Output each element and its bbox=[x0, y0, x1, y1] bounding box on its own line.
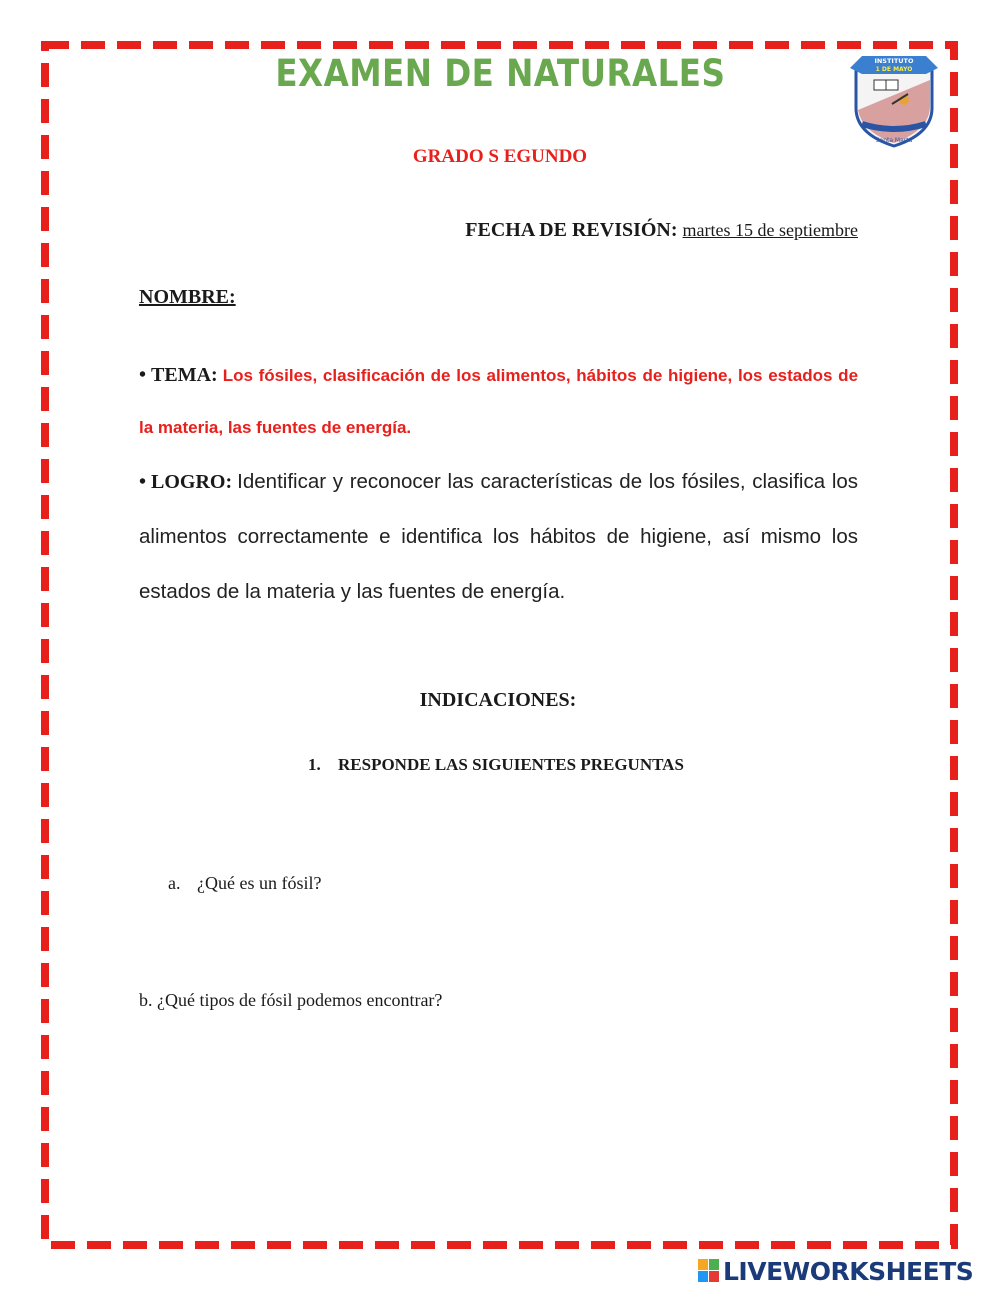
topic-paragraph bbox=[139, 350, 858, 454]
name-label: NOMBRE: bbox=[139, 286, 236, 308]
review-date bbox=[465, 219, 858, 242]
instructions-heading: INDICACIONES: bbox=[419, 689, 577, 711]
question-b bbox=[139, 990, 442, 1011]
crest-text-top2: 1 DE MAYO bbox=[875, 66, 913, 73]
question-letter: b. bbox=[139, 990, 153, 1010]
achievement-paragraph bbox=[139, 455, 858, 620]
topic-bullet: • bbox=[139, 364, 147, 386]
question-text: ¿Qué es un fósil? bbox=[197, 873, 322, 893]
review-date-value: martes 15 de septiembre bbox=[682, 220, 858, 240]
topic-text: Los fósiles, clasificación de los alimentos, hábitos de higiene, los estados de la materia, las fuentes de energía. bbox=[139, 366, 859, 437]
liveworksheets-brand[interactable] bbox=[698, 1255, 973, 1287]
question-text: ¿Qué tipos de fósil podemos encontrar? bbox=[157, 990, 443, 1010]
topic-label: TEMA: bbox=[151, 364, 218, 386]
question-letter: a. bbox=[168, 873, 181, 893]
achievement-text: Identificar y reconocer las características de los fósiles, clasifica los alimentos correctamente e identifica los hábitos de higiene, así mismo los estados de la materia y las fuentes de energía. bbox=[139, 470, 859, 603]
question-a bbox=[168, 873, 321, 894]
school-crest-icon bbox=[848, 46, 940, 148]
brand-text: LIVEWORKSHEETS bbox=[723, 1256, 974, 1286]
page-title: EXAMEN DE NATURALES bbox=[275, 52, 726, 95]
crest-text-bottom: Santa Marta bbox=[875, 137, 913, 144]
review-date-label: FECHA DE REVISIÓN: bbox=[465, 219, 678, 241]
achievement-label: LOGRO: bbox=[151, 471, 233, 493]
achievement-bullet: • bbox=[139, 471, 147, 493]
grade-label: GRADO S EGUNDO bbox=[412, 146, 588, 167]
instruction-item bbox=[308, 755, 684, 775]
instruction-text: RESPONDE LAS SIGUIENTES PREGUNTAS bbox=[338, 755, 684, 774]
instruction-number: 1. bbox=[308, 755, 321, 774]
liveworksheets-logo-icon bbox=[698, 1259, 720, 1283]
crest-text-top: INSTITUTO bbox=[874, 57, 914, 65]
